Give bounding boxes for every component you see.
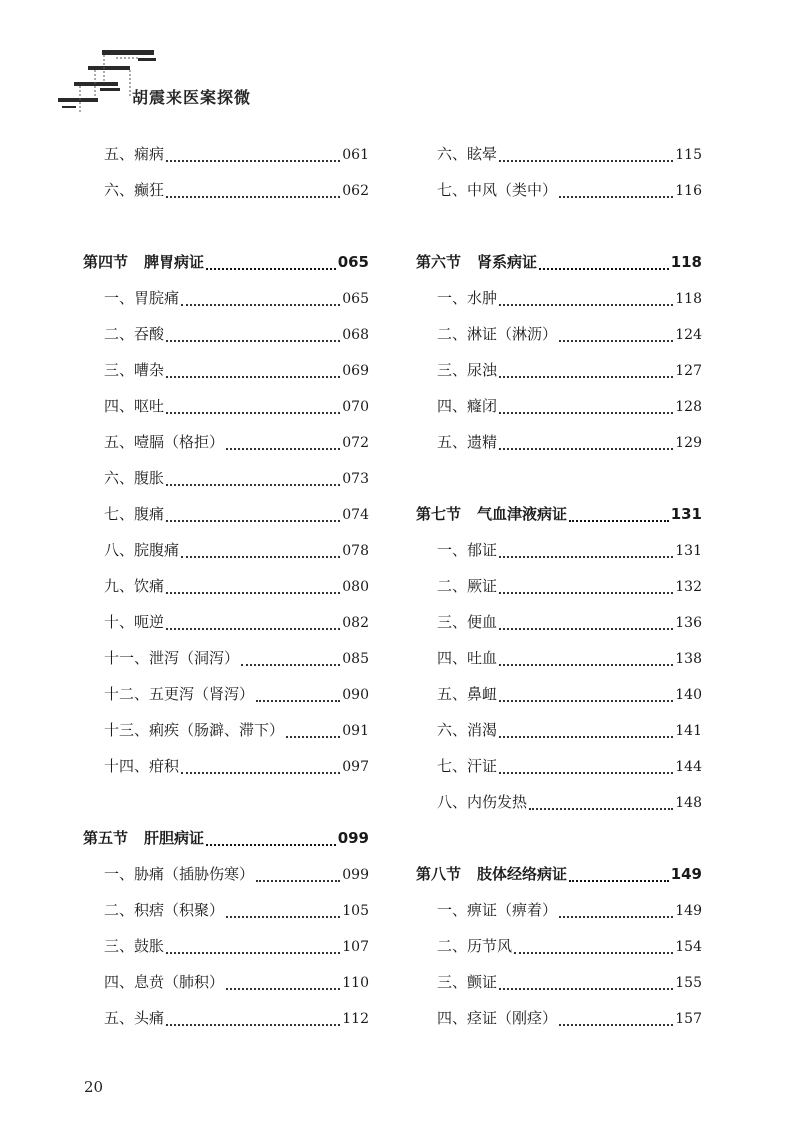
dot-leader <box>569 880 669 882</box>
toc-entry-row[interactable] <box>83 179 369 205</box>
toc-entry-row[interactable] <box>416 143 702 169</box>
page-ref: 085 <box>342 651 369 667</box>
dot-leader <box>499 556 673 558</box>
section-heading <box>83 827 204 848</box>
page-ref: 061 <box>342 147 369 163</box>
dot-leader <box>166 952 340 954</box>
dot-leader <box>166 484 340 486</box>
toc-entry-row[interactable] <box>83 719 369 745</box>
entry-label: 二、历节风 <box>437 937 513 955</box>
dot-leader <box>181 556 340 558</box>
entry-label: 五、痫病 <box>104 145 165 163</box>
page-ref: 115 <box>675 147 702 163</box>
page-ref: 065 <box>342 291 369 307</box>
entry-label: 十三、痢疾（肠澼、滞下） <box>104 721 285 739</box>
entry-label: 十二、五更泻（肾泻） <box>104 685 255 703</box>
section-heading <box>416 863 567 884</box>
toc-entry-row[interactable] <box>416 575 702 601</box>
section-number: 第五节 <box>83 829 129 847</box>
dot-leader <box>166 340 340 342</box>
toc-section-row[interactable] <box>416 251 702 277</box>
toc-entry-row[interactable] <box>83 971 369 997</box>
section-heading <box>416 503 567 524</box>
entry-label: 四、息贲（肺积） <box>104 973 225 991</box>
entry-label: 二、厥证 <box>437 577 498 595</box>
toc-entry-row[interactable] <box>83 539 369 565</box>
page-ref: 129 <box>675 435 702 451</box>
section-number: 第六节 <box>416 253 462 271</box>
entry-label: 二、淋证（淋沥） <box>437 325 558 343</box>
dot-leader <box>559 340 673 342</box>
toc-entry-row[interactable] <box>83 575 369 601</box>
page-ref: 118 <box>675 291 702 307</box>
dot-leader <box>181 304 340 306</box>
toc-section-row[interactable] <box>416 863 702 889</box>
page-ref: 128 <box>675 399 702 415</box>
dot-leader <box>226 448 340 450</box>
toc-entry-row[interactable] <box>416 611 702 637</box>
toc-entry-row[interactable] <box>416 395 702 421</box>
dot-leader <box>256 700 340 702</box>
toc-entry-row[interactable] <box>416 647 702 673</box>
toc-entry-row[interactable] <box>83 467 369 493</box>
section-number: 第七节 <box>416 505 462 523</box>
toc-entry-row[interactable] <box>83 359 369 385</box>
entry-label: 五、头痛 <box>104 1009 165 1027</box>
dot-leader <box>166 592 340 594</box>
entry-label: 五、遗精 <box>437 433 498 451</box>
entry-label: 一、胁痛（插胁伤寒） <box>104 865 255 883</box>
entry-label: 十、呃逆 <box>104 613 165 631</box>
toc-entry-row[interactable] <box>83 323 369 349</box>
section-number: 第八节 <box>416 865 462 883</box>
page-ref: 131 <box>670 505 702 523</box>
section-title: 肢体经络病证 <box>477 865 568 883</box>
toc-entry-row[interactable] <box>416 683 702 709</box>
page-ref: 132 <box>675 579 702 595</box>
dot-leader <box>166 628 340 630</box>
toc-entry-row[interactable] <box>416 791 702 817</box>
dot-leader <box>499 448 673 450</box>
page-ref: 069 <box>342 363 369 379</box>
dot-leader <box>499 412 673 414</box>
section-title: 气血津液病证 <box>477 505 568 523</box>
entry-label: 二、吞酸 <box>104 325 165 343</box>
dot-leader <box>569 520 669 522</box>
toc-entry-row[interactable] <box>83 683 369 709</box>
entry-label: 五、噎膈（格拒） <box>104 433 225 451</box>
dot-leader <box>559 1024 673 1026</box>
entry-label: 八、内伤发热 <box>437 793 528 811</box>
toc-entry-row[interactable] <box>416 719 702 745</box>
page-ref: 112 <box>342 1011 369 1027</box>
dot-leader <box>206 268 336 270</box>
page-ref: 127 <box>675 363 702 379</box>
dot-leader <box>559 916 673 918</box>
page-ref: 148 <box>675 795 702 811</box>
toc-entry-row[interactable] <box>83 287 369 313</box>
page-ref: 110 <box>342 975 369 991</box>
entry-label: 四、癃闭 <box>437 397 498 415</box>
dot-leader <box>256 880 340 882</box>
dot-leader <box>166 520 340 522</box>
toc-entry-row[interactable] <box>83 647 369 673</box>
toc-entry-row[interactable] <box>83 755 369 781</box>
toc-entry-row[interactable] <box>83 863 369 889</box>
toc-entry-row[interactable] <box>83 611 369 637</box>
page-ref: 131 <box>675 543 702 559</box>
dot-leader <box>166 160 340 162</box>
entry-label: 三、尿浊 <box>437 361 498 379</box>
entry-label: 一、痹证（痹着） <box>437 901 558 919</box>
toc-entry-row[interactable] <box>416 287 702 313</box>
toc-entry-row[interactable] <box>83 899 369 925</box>
toc-entry-row[interactable] <box>416 899 702 925</box>
dot-leader <box>499 772 673 774</box>
dot-leader <box>181 772 340 774</box>
entry-label: 六、癫狂 <box>104 181 165 199</box>
dot-leader <box>166 1024 340 1026</box>
page-ref: 099 <box>337 829 369 847</box>
entry-label: 四、呕吐 <box>104 397 165 415</box>
entry-label: 九、饮痛 <box>104 577 165 595</box>
toc-entry-row[interactable] <box>416 935 702 961</box>
page-ref: 116 <box>675 183 702 199</box>
dot-leader <box>226 988 340 990</box>
page-ref: 062 <box>342 183 369 199</box>
section-heading <box>416 251 537 272</box>
section-title: 肝胆病证 <box>144 829 205 847</box>
entry-label: 六、腹胀 <box>104 469 165 487</box>
page-ref: 090 <box>342 687 369 703</box>
dot-leader <box>559 196 673 198</box>
toc-entry-row[interactable] <box>416 323 702 349</box>
dot-leader <box>499 628 673 630</box>
page-ref: 068 <box>342 327 369 343</box>
entry-label: 一、胃脘痛 <box>104 289 180 307</box>
toc-entry-row[interactable] <box>83 395 369 421</box>
dot-leader <box>529 808 673 810</box>
dot-leader <box>499 376 673 378</box>
dot-leader <box>206 844 336 846</box>
page-header <box>40 38 300 118</box>
page-ref: 082 <box>342 615 369 631</box>
toc-entry-row[interactable] <box>83 143 369 169</box>
entry-label: 三、颤证 <box>437 973 498 991</box>
toc-entry-row[interactable] <box>416 179 702 205</box>
page-ref: 070 <box>342 399 369 415</box>
page-ref: 097 <box>342 759 369 775</box>
page-ref: 073 <box>342 471 369 487</box>
page-ref: 138 <box>675 651 702 667</box>
dot-leader <box>499 160 673 162</box>
page-ref: 124 <box>675 327 702 343</box>
page-ref: 136 <box>675 615 702 631</box>
dot-leader <box>226 916 340 918</box>
entry-label: 二、积痞（积聚） <box>104 901 225 919</box>
toc-entry-row[interactable] <box>83 1007 369 1033</box>
dot-leader <box>286 736 340 738</box>
toc-entry-row[interactable] <box>416 359 702 385</box>
dot-leader <box>514 952 673 954</box>
dot-leader <box>499 736 673 738</box>
page-ref: 141 <box>675 723 702 739</box>
toc-entry-row[interactable] <box>416 1007 702 1033</box>
entry-label: 一、郁证 <box>437 541 498 559</box>
toc-entry-row[interactable] <box>416 755 702 781</box>
entry-label: 五、鼻衄 <box>437 685 498 703</box>
dot-leader <box>499 664 673 666</box>
entry-label: 三、鼓胀 <box>104 937 165 955</box>
toc-entry-row[interactable] <box>416 431 702 457</box>
toc-entry-row[interactable] <box>416 539 702 565</box>
page-ref: 091 <box>342 723 369 739</box>
page-ref: 154 <box>675 939 702 955</box>
toc-entry-row[interactable] <box>83 503 369 529</box>
toc-entry-row[interactable] <box>83 431 369 457</box>
page-ref: 072 <box>342 435 369 451</box>
section-heading <box>83 251 204 272</box>
dot-leader <box>499 988 673 990</box>
entry-label: 七、汗证 <box>437 757 498 775</box>
page-ref: 155 <box>675 975 702 991</box>
toc-entry-row[interactable] <box>83 935 369 961</box>
page-ref: 149 <box>675 903 702 919</box>
page-ref: 144 <box>675 759 702 775</box>
toc-section-row[interactable] <box>83 827 369 853</box>
page-ref: 118 <box>670 253 702 271</box>
page-ref: 078 <box>342 543 369 559</box>
page-ref: 074 <box>342 507 369 523</box>
page-ref: 157 <box>675 1011 702 1027</box>
dot-leader <box>166 376 340 378</box>
dot-leader <box>539 268 669 270</box>
toc-entry-row[interactable] <box>416 971 702 997</box>
entry-label: 三、便血 <box>437 613 498 631</box>
entry-label: 一、水肿 <box>437 289 498 307</box>
page-ref: 140 <box>675 687 702 703</box>
entry-label: 四、吐血 <box>437 649 498 667</box>
entry-label: 十四、疳积 <box>104 757 180 775</box>
toc-section-row[interactable] <box>83 251 369 277</box>
entry-label: 八、脘腹痛 <box>104 541 180 559</box>
page-ref: 149 <box>670 865 702 883</box>
entry-label: 七、腹痛 <box>104 505 165 523</box>
toc-section-row[interactable] <box>416 503 702 529</box>
dot-leader <box>241 664 340 666</box>
page-ref: 107 <box>342 939 369 955</box>
entry-label: 四、痉证（刚痉） <box>437 1009 558 1027</box>
entry-label: 三、嘈杂 <box>104 361 165 379</box>
book-title: 胡震来医案探微 <box>132 88 252 107</box>
dot-leader <box>499 592 673 594</box>
entry-label: 十一、泄泻（洞泻） <box>104 649 240 667</box>
entry-label: 七、中风（类中） <box>437 181 558 199</box>
section-number: 第四节 <box>83 253 129 271</box>
section-title: 肾系病证 <box>477 253 538 271</box>
page-ref: 065 <box>337 253 369 271</box>
section-title: 脾胃病证 <box>144 253 205 271</box>
dot-leader <box>499 700 673 702</box>
entry-label: 六、消渴 <box>437 721 498 739</box>
page-ref: 099 <box>342 867 369 883</box>
dot-leader <box>166 412 340 414</box>
page-ref: 105 <box>342 903 369 919</box>
page-number: 20 <box>84 1078 104 1096</box>
dot-leader <box>166 196 340 198</box>
page-ref: 080 <box>342 579 369 595</box>
dot-leader <box>499 304 673 306</box>
entry-label: 六、眩晕 <box>437 145 498 163</box>
